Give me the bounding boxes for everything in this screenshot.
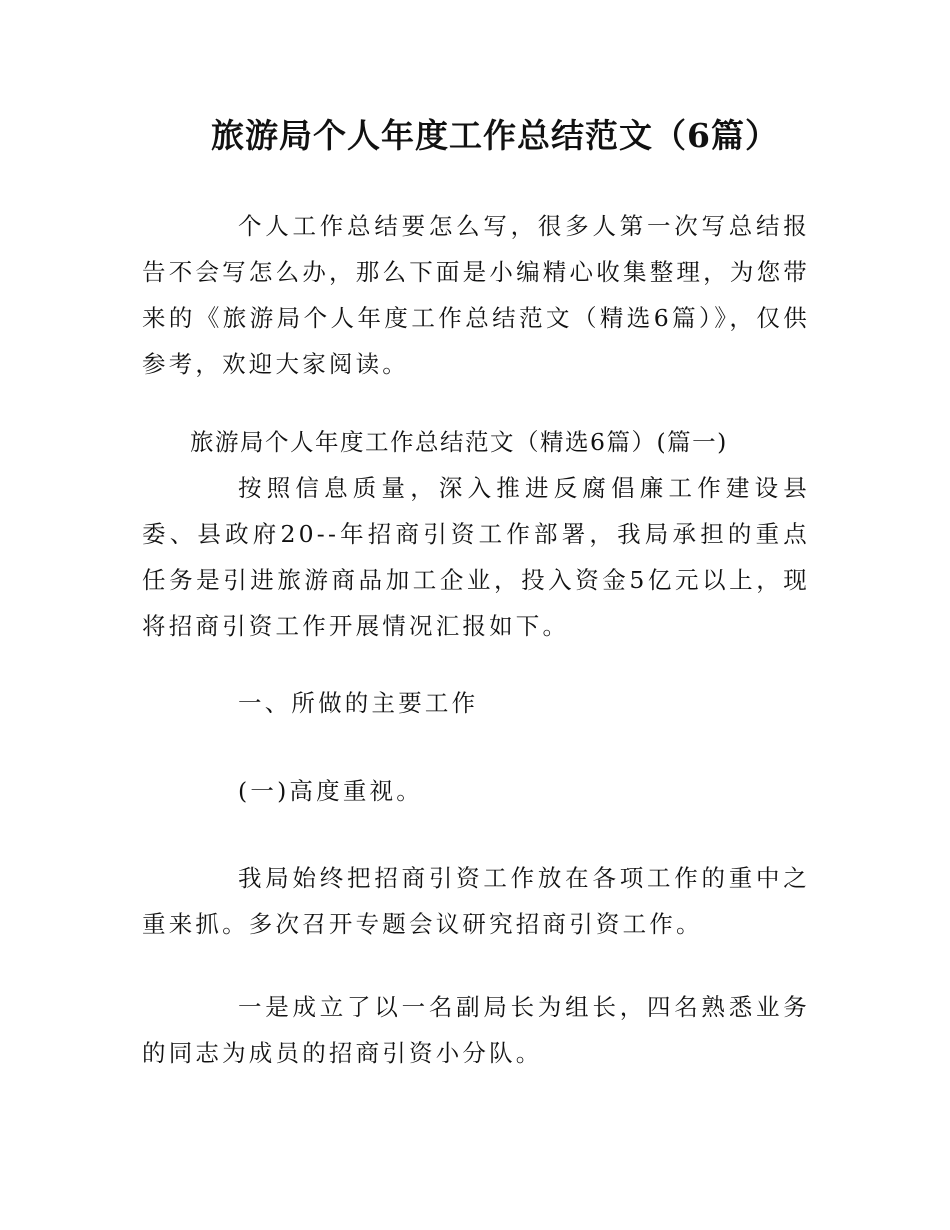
body-paragraph-3: 一是成立了以一名副局长为组长，四名熟悉业务的同志为成员的招商引资小分队。 — [142, 993, 810, 1067]
section-heading-2: (一)高度重视。 — [238, 777, 423, 805]
document-title: 旅游局个人年度工作总结范文（6篇） — [211, 116, 779, 155]
body-paragraph-2: 我局始终把招商引资工作放在各项工作的重中之重来抓。多次召开专题会议研究招商引资工作。 — [142, 864, 810, 938]
body-paragraph-1: 按照信息质量，深入推进反腐倡廉工作建设县委、县政府20--年招商引资工作部署，我局承担的重点任务是引进旅游商品加工企业，投入资金5亿元以上，现将招商引资工作开展情况汇报如下。 — [142, 474, 810, 640]
section-heading-1: 一、所做的主要工作 — [238, 689, 479, 717]
section-subtitle: 旅游局个人年度工作总结范文（精选6篇）(篇一) — [190, 428, 728, 456]
intro-paragraph: 个人工作总结要怎么写，很多人第一次写总结报告不会写怎么办，那么下面是小编精心收集整理，为您带来的《旅游局个人年度工作总结范文（精选6篇）》，仅供参考，欢迎大家阅读。 — [142, 212, 810, 378]
